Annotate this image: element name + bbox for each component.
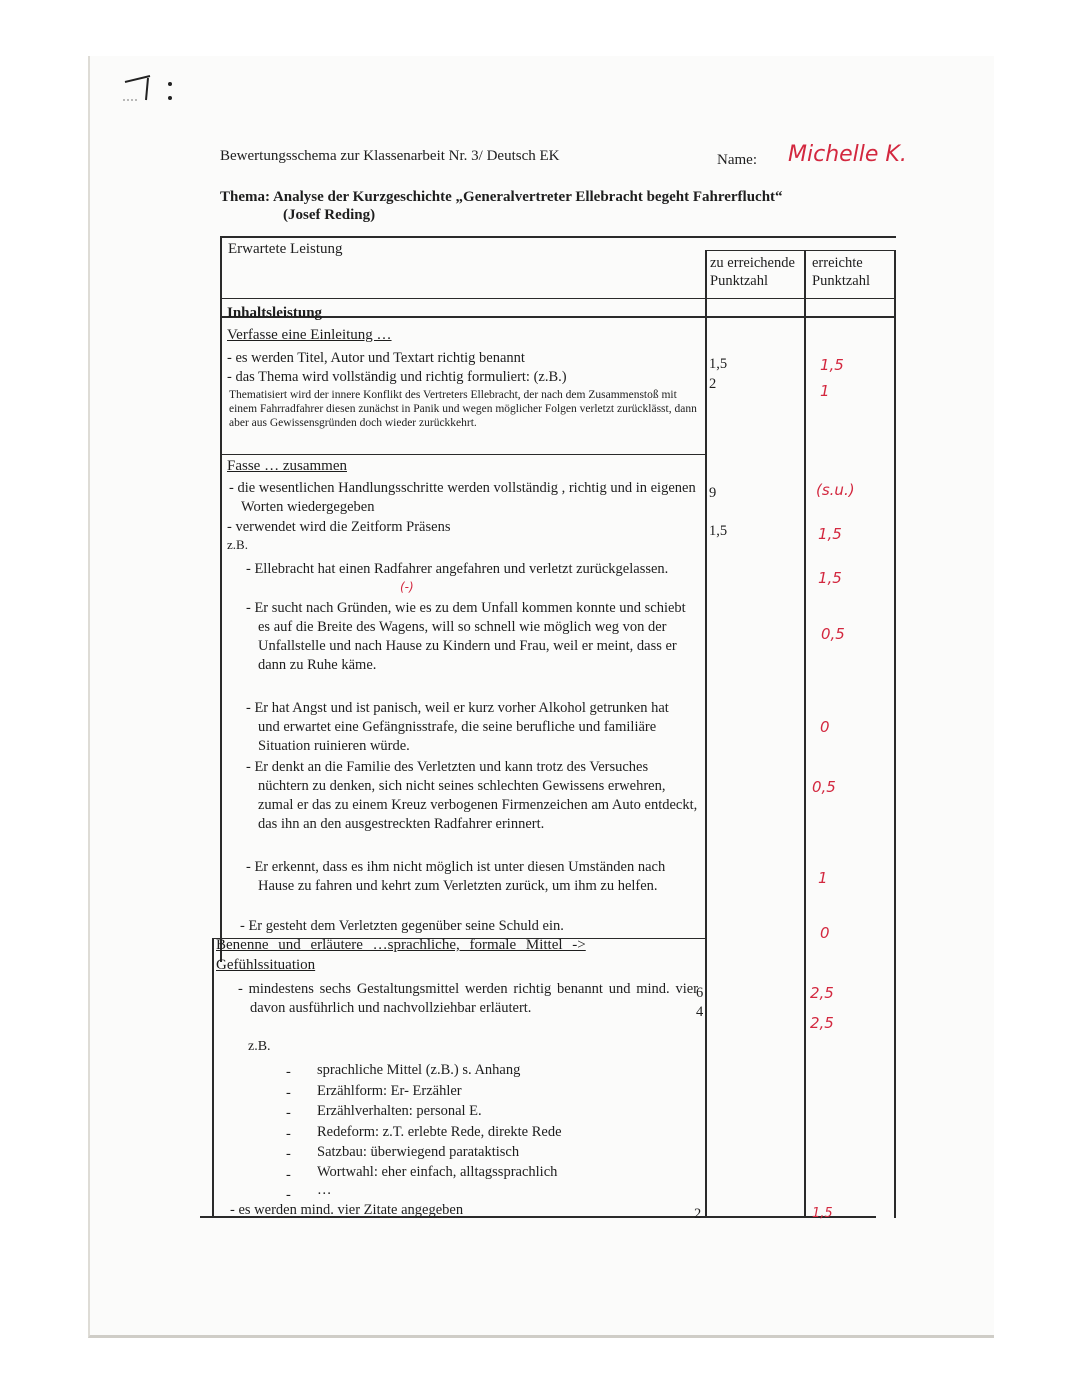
header-divider xyxy=(220,298,896,299)
mittel-list-2: Erzählverhalten: personal E. xyxy=(317,1103,482,1119)
mittel-title-1: Benenne und erläutere …sprachliche, formale Mittel -> xyxy=(216,937,586,953)
thema-text: Analyse der Kurzgeschichte „Generalvertreter Ellebracht begeht Fahrerflucht“ xyxy=(272,189,783,205)
mittel-list-6: … xyxy=(317,1182,332,1198)
achieved-einleitung-1: 1,5 xyxy=(820,356,844,374)
step-4: - Er denkt an die Familie des Verletzten und kann trotz des Versuches nüchtern zu denken, sich nicht seines schlechten Gewissens erwehren, zumal er das zu einem Kreuz verbogenen Firmenzeichen am Auto entdeckt, das ihn an den ausgestreckten Radfahrer erinnert. xyxy=(246,759,698,832)
einleitung-divider xyxy=(220,454,706,455)
header-top-right xyxy=(705,250,895,251)
step-2: - Er sucht nach Gründen, wie es zu dem Unfall kommen konnte und schiebt es auf die Breite des Wagens, will so schnell wie möglich weg von der Unfallstelle und nach Hause zu Kindern und Frau, weil er meint, dass er dann zu Ruhe käme. xyxy=(246,600,686,673)
points-zusammen-1: 9 xyxy=(709,485,717,501)
points-zitate: 2 xyxy=(694,1206,702,1222)
name-label: Name: xyxy=(717,152,757,168)
achieved-mittel-2: 2,5 xyxy=(810,1014,834,1032)
score-step-5: 1 xyxy=(818,869,828,887)
table-border-left xyxy=(220,236,222,962)
student-name: Michelle K. xyxy=(788,142,907,167)
col-divider-1 xyxy=(705,250,707,1218)
score-step-1: 1,5 xyxy=(818,569,842,587)
grading-table xyxy=(200,236,900,1226)
mittel-list-bullets: - - - - - - - xyxy=(286,1064,291,1203)
einleitung-item-1: - es werden Titel, Autor und Textart richtig benannt xyxy=(227,350,525,366)
zitate-item: - es werden mind. vier Zitate angegeben xyxy=(230,1202,464,1218)
score-step-2: 0,5 xyxy=(821,625,845,643)
mittel-list-5: Wortwahl: eher einfach, alltagssprachlich xyxy=(317,1164,558,1180)
score-step-3: 0 xyxy=(820,718,830,736)
step-5: - Er erkennt, dass es ihm nicht möglich ist unter diesen Umständen nach Hause zu fahren und kehrt zum Verletzten zurück, um ihm zu helfen. xyxy=(246,859,666,894)
einleitung-title: Verfasse eine Einleitung … xyxy=(227,327,392,343)
achieved-mittel-1: 2,5 xyxy=(810,984,834,1002)
achieved-zusammen-2: 1,5 xyxy=(818,525,842,543)
header-line xyxy=(220,142,910,168)
schema-title: Bewertungsschema zur Klassenarbeit Nr. 3/ Deutsch EK xyxy=(220,148,560,164)
mittel-zb: z.B. xyxy=(248,1039,271,1054)
points-einleitung-2: 2 xyxy=(709,376,717,392)
achieved-einleitung-2: 1 xyxy=(820,382,830,400)
table-border-top xyxy=(220,236,896,238)
score-step-4: 0,5 xyxy=(812,778,836,796)
points-mittel-2: 4 xyxy=(696,1004,704,1020)
zusammen-title-text: Fasse … zusammen xyxy=(227,458,347,474)
achieved-zusammen-1: (s.u.) xyxy=(816,481,855,499)
step-1: - Ellebracht hat einen Radfahrer angefahren und verletzt zurückgelassen. xyxy=(246,561,669,577)
step-6: - Er gesteht dem Verletzten gegenüber seine Schuld ein. xyxy=(240,918,564,934)
zusammen-title xyxy=(227,457,347,475)
corner-mark-icon xyxy=(120,70,180,110)
mittel-list-0: sprachliche Mittel (z.B.) s. Anhang xyxy=(317,1062,521,1078)
zusammen-zb: z.B. xyxy=(227,537,248,552)
section-inhaltsleistung: Inhaltsleistung xyxy=(227,305,323,321)
einleitung-example: Thematisiert wird der innere Konflikt des Vertreters Ellebracht, der nach dem Zusammenstoß mit einem Fahrradfahrer diesen zunächst in Panik und wegen möglicher Folgen verletzt zurücklässt, dann aber aus Gewissensgründen doch wieder zurückkehrt. xyxy=(229,389,697,429)
margin-note: (-) xyxy=(400,580,414,594)
mittel-title-2: Gefühlssituation xyxy=(216,957,316,973)
achieved-zitate: 1,5 xyxy=(812,1206,833,1221)
col2-header: zu erreichende Punktzahl xyxy=(710,255,795,289)
mittel-item: - mindestens sechs Gestaltungsmittel werden richtig benannt und mind. vier davon ausführlich und nachvollziehbar erläutert. xyxy=(238,981,698,1016)
step-3: - Er hat Angst und ist panisch, weil er kurz vorher Alkohol getrunken hat und erwartet eine Gefängnisstrafe, die seine berufliche und familiäre Situation ruinieren würde. xyxy=(246,700,669,754)
mittel-list-3: Redeform: z.T. erlebte Rede, direkte Rede xyxy=(317,1124,562,1140)
col-divider-2 xyxy=(804,250,806,1218)
points-zusammen-2: 1,5 xyxy=(709,523,728,539)
table-border-right xyxy=(894,250,896,1218)
table-border-left-lower xyxy=(212,938,214,1218)
zusammen-item-1: - die wesentlichen Handlungsschritte werden vollständig , richtig und in eigenen Worten wiedergegeben xyxy=(229,480,696,515)
mittel-list-4: Satzbau: überwiegend parataktisch xyxy=(317,1144,520,1160)
points-einleitung-1: 1,5 xyxy=(709,356,728,372)
score-step-6: 0 xyxy=(820,924,830,942)
col1-header: Erwartete Leistung xyxy=(228,241,343,257)
mittel-list-1: Erzählform: Er- Erzähler xyxy=(317,1083,462,1099)
col3-header: erreichte Punktzahl xyxy=(812,255,870,289)
thema-author: (Josef Reding) xyxy=(283,207,376,223)
einleitung-item-2: - das Thema wird vollständig und richtig formuliert: (z.B.) xyxy=(227,369,567,385)
points-mittel-1: 6 xyxy=(696,985,704,1001)
thema-block xyxy=(220,188,910,224)
zusammen-item-2: - verwendet wird die Zeitform Präsens xyxy=(227,519,451,535)
thema-label: Thema: xyxy=(220,189,270,205)
